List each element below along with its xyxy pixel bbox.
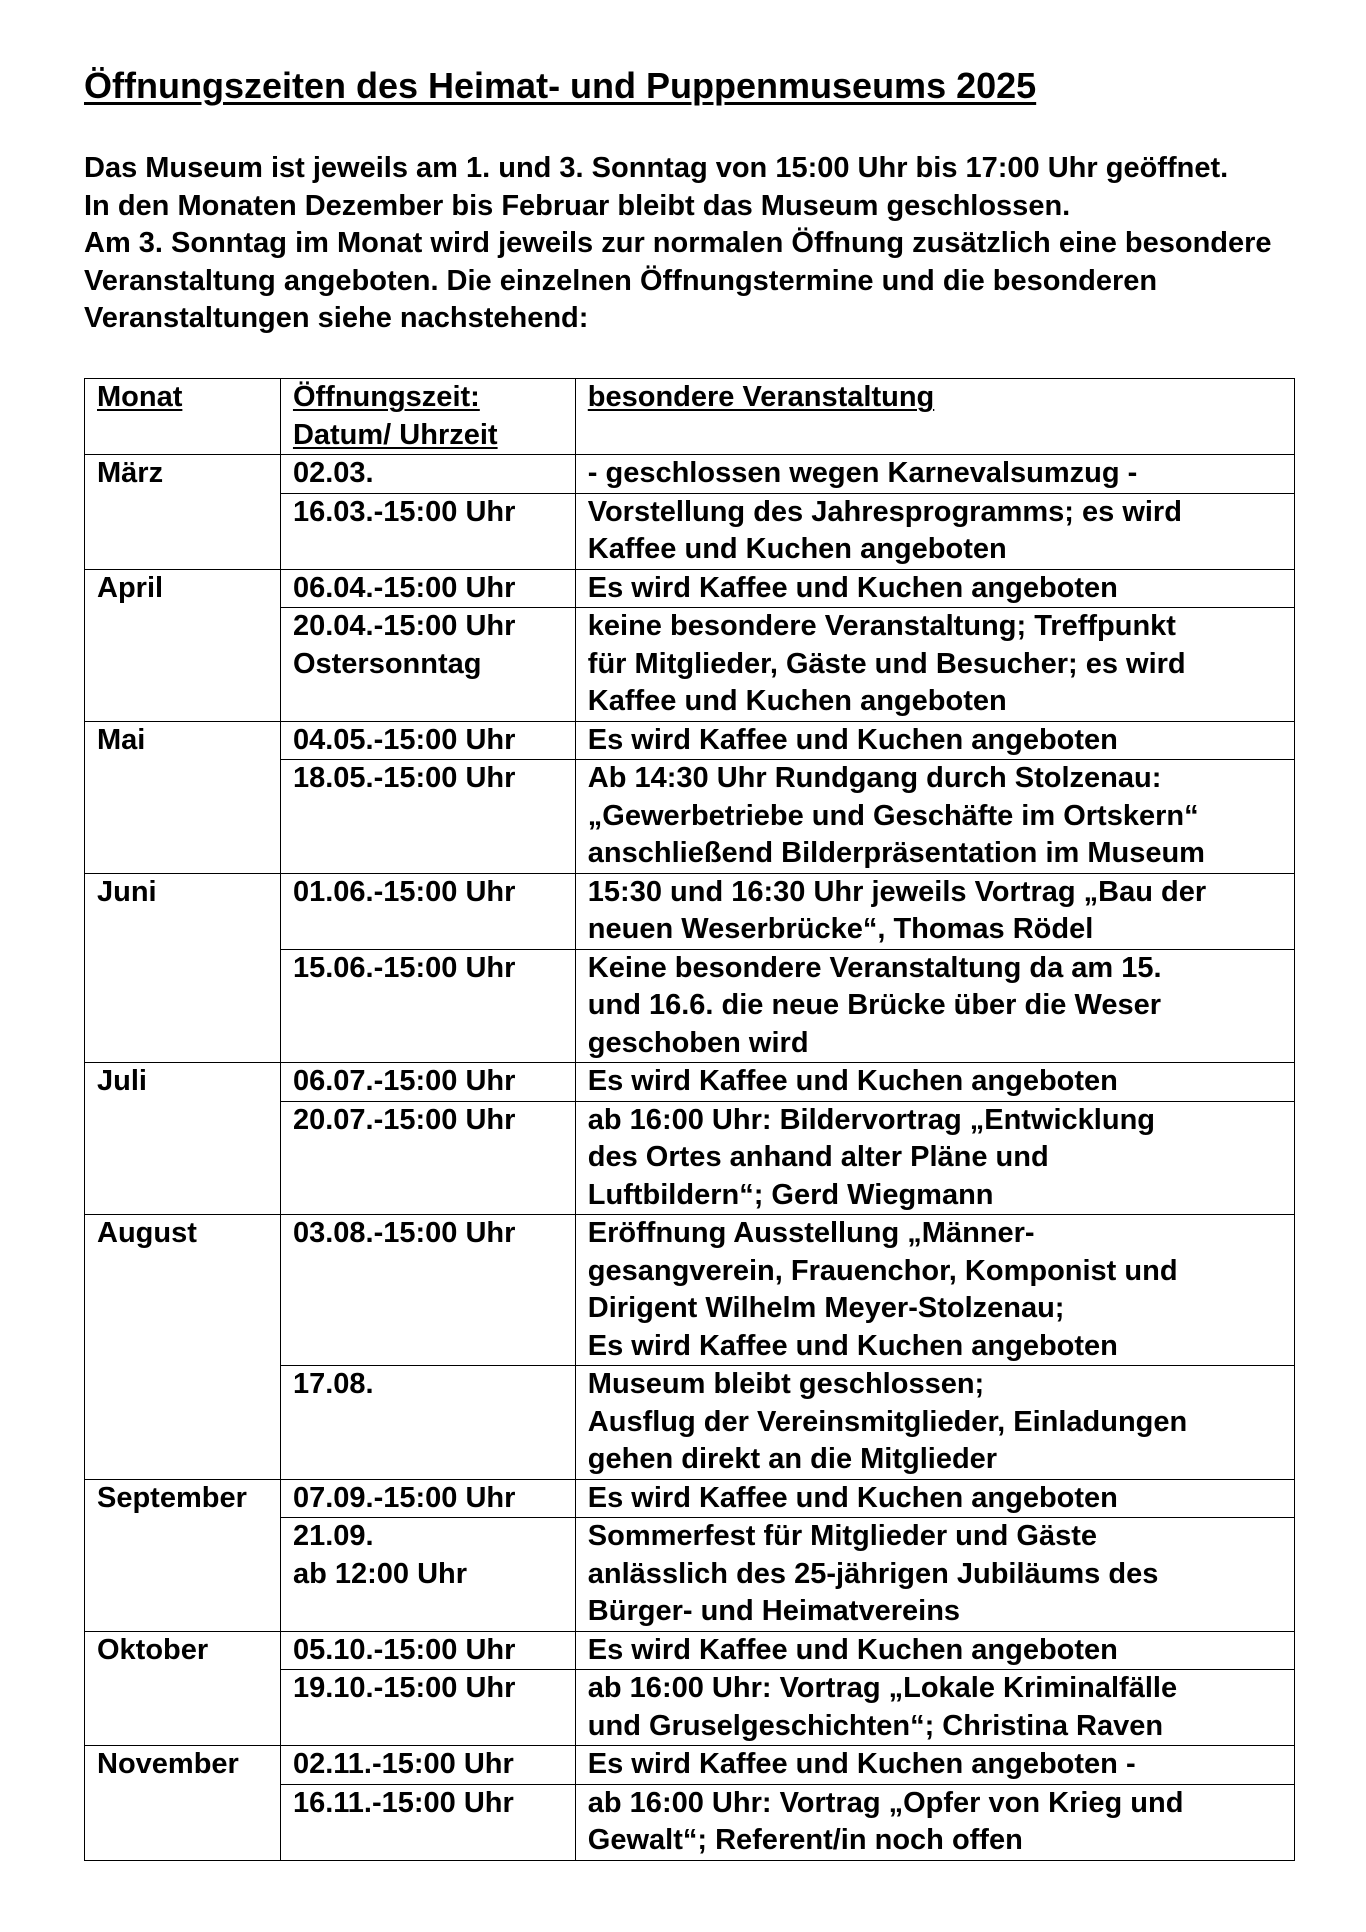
table-header-row	[85, 379, 1295, 455]
table-row	[85, 873, 1295, 949]
table-row	[85, 1746, 1295, 1785]
time-cell: 01.06.-15:00 Uhr	[280, 873, 575, 949]
month-cell: Mai	[85, 721, 281, 873]
table-row	[85, 1063, 1295, 1102]
time-cell: 07.09.-15:00 Uhr	[280, 1479, 575, 1518]
time-cell: 05.10.-15:00 Uhr	[280, 1631, 575, 1670]
header-event: besondere Veranstaltung	[575, 379, 1294, 455]
document-page	[84, 64, 1294, 1856]
table-row	[85, 1215, 1295, 1366]
header-time: Öffnungszeit: Datum/ Uhrzeit	[280, 379, 575, 455]
time-cell: 17.08.	[280, 1366, 575, 1480]
table-row	[85, 455, 1295, 494]
schedule-body	[85, 455, 1295, 1861]
time-cell: 19.10.-15:00 Uhr	[280, 1670, 575, 1746]
event-cell: Keine besondere Veranstaltung da am 15. und 16.6. die neue Brücke über die Weser geschoben wird	[575, 949, 1294, 1063]
event-cell: Es wird Kaffee und Kuchen angeboten	[575, 1479, 1294, 1518]
month-cell: November	[85, 1746, 281, 1861]
event-cell: Es wird Kaffee und Kuchen angeboten	[575, 569, 1294, 608]
event-cell: - geschlossen wegen Karnevalsumzug -	[575, 455, 1294, 494]
event-cell: Ab 14:30 Uhr Rundgang durch Stolzenau: „Gewerbetriebe und Geschäfte im Ortskern“ anschließend Bilderpräsentation im Museum	[575, 760, 1294, 874]
intro-text	[84, 150, 1294, 338]
time-cell: 16.03.-15:00 Uhr	[280, 493, 575, 569]
time-cell: 20.07.-15:00 Uhr	[280, 1101, 575, 1215]
event-cell: ab 16:00 Uhr: Bildervortrag „Entwicklung des Ortes anhand alter Pläne und Luftbildern“; Gerd Wiegmann	[575, 1101, 1294, 1215]
page-title: Öffnungszeiten des Heimat- und Puppenmuseums 2025	[84, 65, 1037, 106]
event-cell: Vorstellung des Jahresprogramms; es wird Kaffee und Kuchen angeboten	[575, 493, 1294, 569]
event-cell: Es wird Kaffee und Kuchen angeboten -	[575, 1746, 1294, 1785]
month-cell: September	[85, 1479, 281, 1631]
time-cell: 06.04.-15:00 Uhr	[280, 569, 575, 608]
event-cell: Museum bleibt geschlossen; Ausflug der Vereinsmitglieder, Einladungen gehen direkt an die Mitglieder	[575, 1366, 1294, 1480]
header-month: Monat	[85, 379, 281, 455]
intro-paragraph-closed-months: In den Monaten Dezember bis Februar bleibt das Museum geschlossen.	[84, 189, 1071, 222]
month-cell: August	[85, 1215, 281, 1480]
time-cell: 15.06.-15:00 Uhr	[280, 949, 575, 1063]
event-cell: keine besondere Veranstaltung; Treffpunkt für Mitglieder, Gäste und Besucher; es wird Kaffee und Kuchen angeboten	[575, 608, 1294, 722]
month-cell: Juli	[85, 1063, 281, 1215]
time-cell: 16.11.-15:00 Uhr	[280, 1784, 575, 1860]
time-cell: 21.09. ab 12:00 Uhr	[280, 1518, 575, 1632]
time-cell: 04.05.-15:00 Uhr	[280, 721, 575, 760]
event-cell: 15:30 und 16:30 Uhr jeweils Vortrag „Bau der neuen Weserbrücke“, Thomas Rödel	[575, 873, 1294, 949]
table-row	[85, 1479, 1295, 1518]
table-row	[85, 1631, 1295, 1670]
schedule-table	[84, 378, 1295, 1861]
time-cell: 02.11.-15:00 Uhr	[280, 1746, 575, 1785]
time-cell: 20.04.-15:00 Uhr Ostersonntag	[280, 608, 575, 722]
intro-paragraph-hours: Das Museum ist jeweils am 1. und 3. Sonntag von 15:00 Uhr bis 17:00 Uhr geöffnet.	[84, 152, 1229, 184]
event-cell: ab 16:00 Uhr: Vortrag „Opfer von Krieg und Gewalt“; Referent/in noch offen	[575, 1784, 1294, 1860]
event-cell: Sommerfest für Mitglieder und Gäste anlässlich des 25-jährigen Jubiläums des Bürger- und Heimatvereins	[575, 1518, 1294, 1632]
month-cell: März	[85, 455, 281, 570]
event-cell: Es wird Kaffee und Kuchen angeboten	[575, 1631, 1294, 1670]
time-cell: 03.08.-15:00 Uhr	[280, 1215, 575, 1366]
month-cell: Oktober	[85, 1631, 281, 1746]
time-cell: 18.05.-15:00 Uhr	[280, 760, 575, 874]
time-cell: 02.03.	[280, 455, 575, 494]
event-cell: Es wird Kaffee und Kuchen angeboten	[575, 1063, 1294, 1102]
intro-paragraph-events: Am 3. Sonntag im Monat wird jeweils zur normalen Öffnung zusätzlich eine besondere Veranstaltung angeboten. Die einzelnen Öffnungstermine und die besonderen Veranstaltungen siehe nachstehend:	[84, 227, 1272, 334]
month-cell: April	[85, 569, 281, 721]
time-cell: 06.07.-15:00 Uhr	[280, 1063, 575, 1102]
event-cell: ab 16:00 Uhr: Vortrag „Lokale Kriminalfälle und Gruselgeschichten“; Christina Raven	[575, 1670, 1294, 1746]
event-cell: Eröffnung Ausstellung „Männer- gesangverein, Frauenchor, Komponist und Dirigent Wilhelm Meyer-Stolzenau; Es wird Kaffee und Kuchen angeboten	[575, 1215, 1294, 1366]
table-row	[85, 721, 1295, 760]
event-cell: Es wird Kaffee und Kuchen angeboten	[575, 721, 1294, 760]
month-cell: Juni	[85, 873, 281, 1063]
table-row	[85, 569, 1295, 608]
